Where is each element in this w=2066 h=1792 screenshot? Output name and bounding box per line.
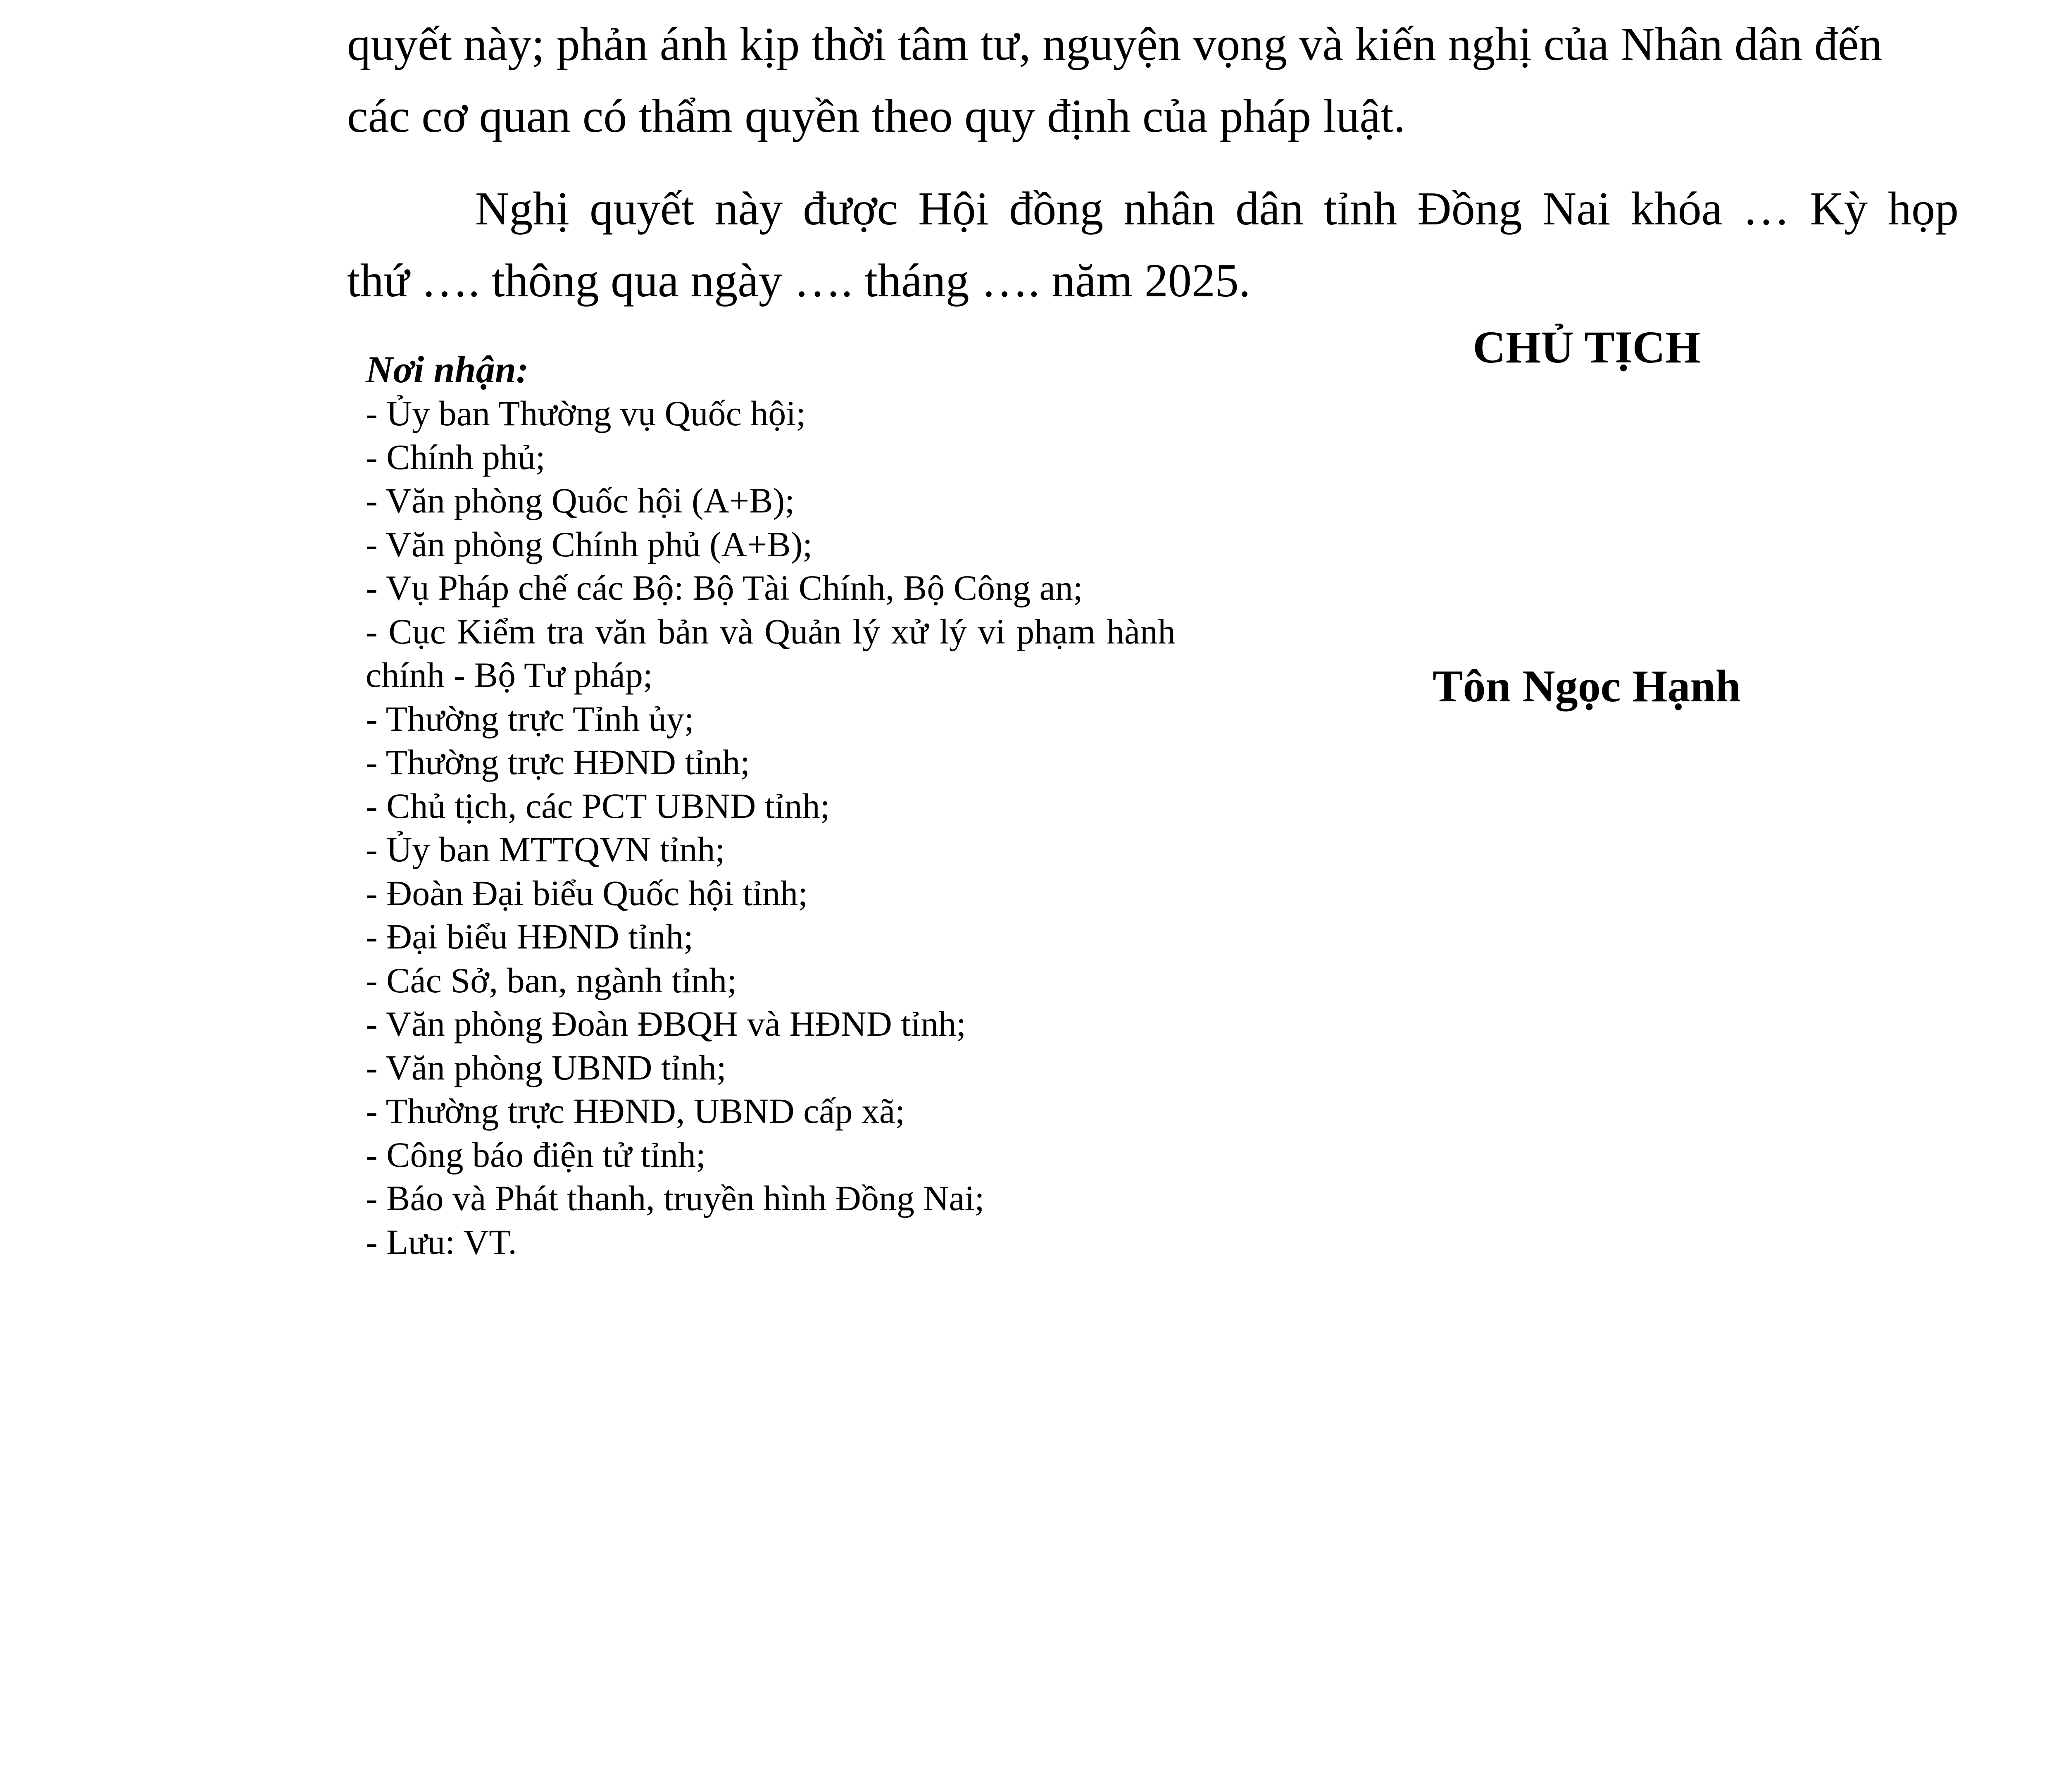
paragraph-line: quyết này; phản ánh kịp thời tâm tư, nguyện vọng và kiến nghị của Nhân dân đến — [347, 18, 1883, 70]
recipient-item: - Công báo điện tử tỉnh; — [366, 1134, 706, 1175]
recipient-item: - Cục Kiểm tra văn bản và Quản lý xử lý vi phạm hành chính - Bộ Tư pháp; — [366, 611, 1176, 695]
recipient-item: - Vụ Pháp chế các Bộ: Bộ Tài Chính, Bộ Công an; — [366, 568, 1083, 608]
recipient-item: - Ủy ban Thường vụ Quốc hội; — [366, 393, 806, 433]
recipient-item: - Văn phòng Chính phủ (A+B); — [366, 524, 813, 564]
paragraph-line: thứ …. thông qua ngày …. tháng …. năm 2025. — [347, 254, 1251, 307]
signer-name: Tôn Ngọc Hạnh — [1433, 661, 1741, 711]
recipient-item: - Lưu: VT. — [366, 1222, 517, 1262]
recipient-item: - Chủ tịch, các PCT UBND tỉnh; — [366, 786, 830, 826]
paragraph-line: Nghị quyết này được Hội đồng nhân dân tỉnh Đồng Nai khóa … Kỳ họp — [475, 182, 1959, 235]
adoption-paragraph — [347, 173, 1959, 317]
recipient-item: - Ủy ban MTTQVN tỉnh; — [366, 829, 725, 869]
paragraph-line: các cơ quan có thẩm quyền theo quy định của pháp luật. — [347, 90, 1406, 142]
recipient-item: - Văn phòng Đoàn ĐBQH và HĐND tỉnh; — [366, 1004, 966, 1044]
recipient-item: - Thường trực HĐND tỉnh; — [366, 742, 750, 782]
signer-title: CHỦ TỊCH — [1473, 322, 1701, 372]
recipient-item: - Đoàn Đại biểu Quốc hội tỉnh; — [366, 873, 808, 913]
recipient-item: - Các Sở, ban, ngành tỉnh; — [366, 960, 737, 1000]
recipient-item: - Báo và Phát thanh, truyền hình Đồng Nai; — [366, 1178, 985, 1218]
recipient-item: - Văn phòng UBND tỉnh; — [366, 1047, 726, 1087]
recipients-block — [366, 346, 1192, 1264]
recipient-item: - Thường trực HĐND, UBND cấp xã; — [366, 1091, 905, 1131]
recipients-heading: Nơi nhận: — [366, 348, 529, 391]
recipient-item: - Văn phòng Quốc hội (A+B); — [366, 481, 795, 520]
resolution-paragraph-continued — [347, 8, 1959, 152]
recipient-item: - Đại biểu HĐND tỉnh; — [366, 917, 693, 956]
recipient-item: - Thường trực Tỉnh ủy; — [366, 698, 694, 739]
recipient-item: - Chính phủ; — [366, 437, 545, 477]
